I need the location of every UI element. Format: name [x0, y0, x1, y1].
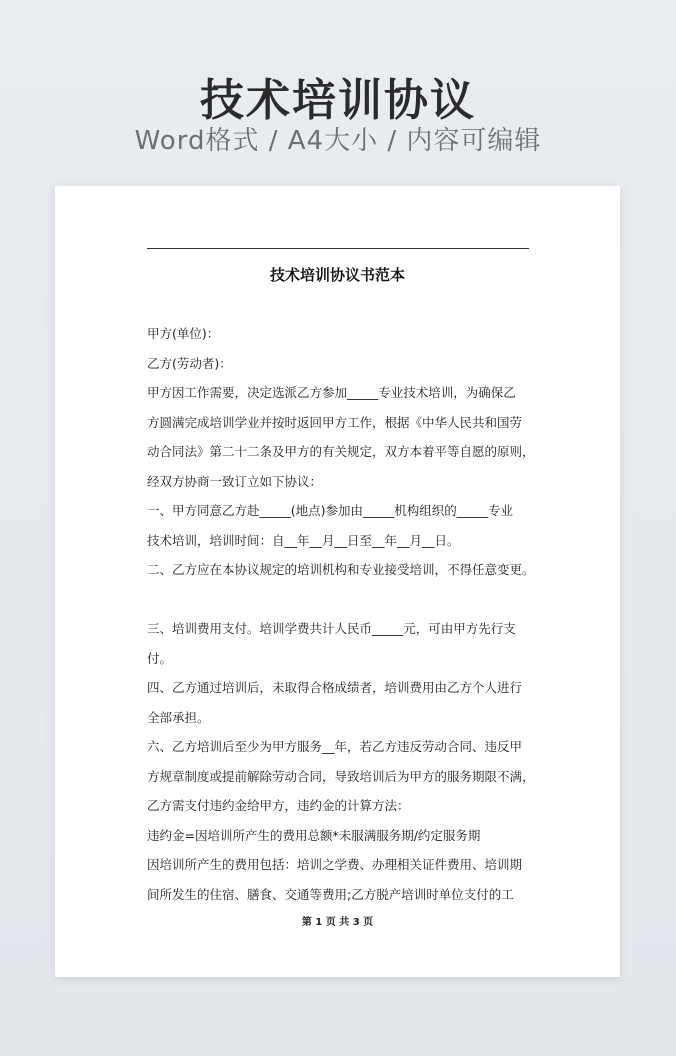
clause-2-line: 二、乙方应在本协议规定的培训机构和专业接受培训，不得任意变更。	[147, 562, 535, 577]
page-number: 第 1 页 共 3 页	[301, 917, 374, 928]
banner-title: 技术培训协议	[200, 75, 476, 126]
clause-3-line: 付。	[147, 650, 173, 666]
clause-1-line: 技术培训，培训时间：自__年__月__日至__年__月__日。	[147, 532, 460, 548]
clause-1-line: 一、甲方同意乙方赴_____(地点)参加由_____机构组织的_____专业	[147, 503, 514, 518]
header-rule	[147, 248, 529, 249]
party-a-line: 甲方(单位)：	[147, 326, 220, 341]
clause-3-line: 三、培训费用支付。培训学费共计人民币_____元，可由甲方先行支	[147, 621, 516, 636]
intro-line: 甲方因工作需要，决定选派乙方参加_____专业技术培训，为确保乙	[147, 385, 516, 400]
document-title: 技术培训协议书范本	[269, 266, 405, 284]
clause-6-line: 方规章制度或提前解除劳动合同，导致培训后为甲方的服务期限不满，	[147, 768, 535, 784]
document-body	[147, 319, 537, 909]
document-page	[55, 186, 620, 977]
banner-subtitle: Word格式 / A4大小 / 内容可编辑	[134, 126, 542, 156]
blank-line	[147, 585, 537, 615]
clause-4-line: 四、乙方通过培训后，未取得合格成绩者，培训费用由乙方个人进行	[147, 680, 523, 695]
clause-6-line: 乙方需支付违约金给甲方，违约金的计算方法：	[147, 798, 410, 813]
cost-line: 间所发生的住宿、膳食、交通等费用;乙方脱产培训时单位支付的工	[147, 886, 514, 902]
intro-line: 经双方协商一致订立如下协议：	[147, 473, 323, 489]
formula-line: 违约金=因培训所产生的费用总额*未服满服务期/约定服务期	[147, 827, 481, 843]
clause-4-line: 全部承担。	[147, 709, 210, 725]
intro-line: 动合同法》第二十二条及甲方的有关规定，双方本着平等自愿的原则，	[147, 444, 535, 459]
clause-6-line: 六、乙方培训后至少为甲方服务__年，若乙方违反劳动合同、违反甲	[147, 739, 523, 754]
party-b-line: 乙方(劳动者)：	[147, 355, 232, 371]
cost-line: 因培训所产生的费用包括：培训之学费、办理相关证件费用、培训期	[147, 857, 523, 872]
intro-line: 方圆满完成培训学业并按时返回甲方工作，根据《中华人民共和国劳	[147, 414, 523, 430]
